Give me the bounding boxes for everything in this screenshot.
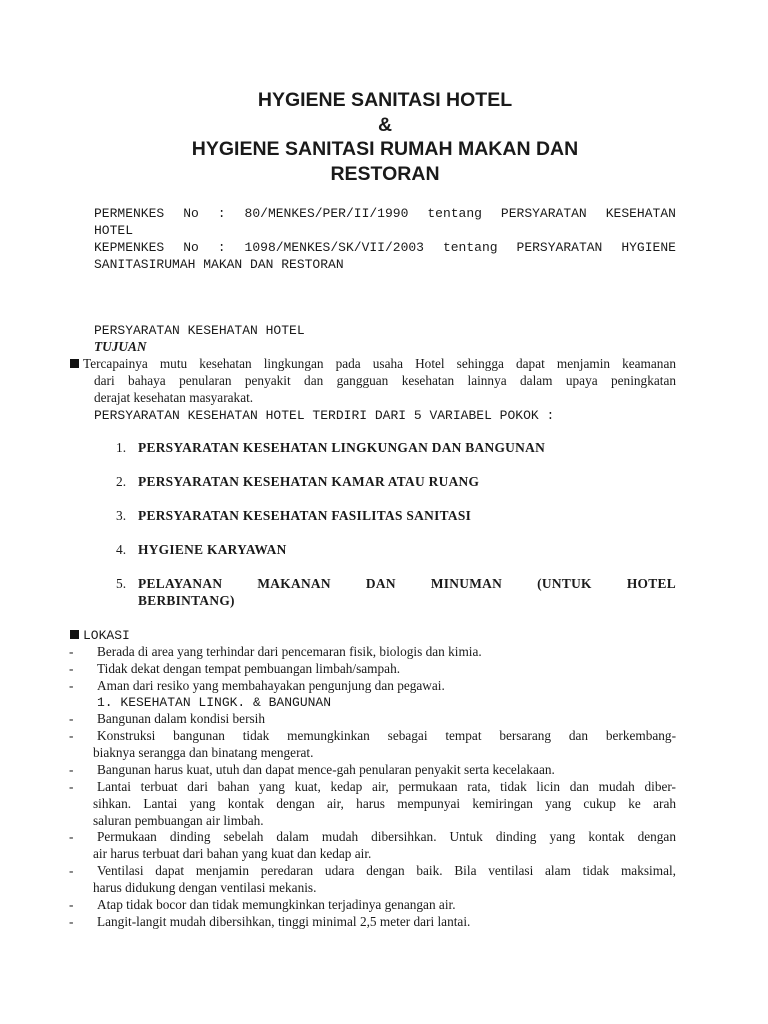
- variable-item: [116, 576, 676, 610]
- kesehatan-item-text: [93, 728, 676, 762]
- word: HYGIENE: [621, 240, 676, 255]
- title-line: HYGIENE SANITASI RUMAH MAKAN DAN: [191, 138, 579, 161]
- square-bullet-icon: [70, 630, 79, 639]
- regulation-permenkes: [94, 205, 676, 239]
- variable-number: 2.: [116, 474, 127, 489]
- item-line: biaknya serangga dan binatang mengerat.: [93, 744, 314, 760]
- kesehatan-item-text: [93, 914, 676, 931]
- word: PERSYARATAN: [516, 240, 603, 255]
- kesehatan-item-text: [93, 863, 676, 897]
- section-heading: PERSYARATAN KESEHATAN HOTEL: [94, 323, 305, 338]
- lokasi-item-text: Berada di area yang terhindar dari pencemaran fisik, biologis dan kimia.: [97, 644, 482, 659]
- dash-bullet: -: [69, 678, 74, 693]
- variable-text-line: [138, 576, 676, 593]
- word: :: [217, 240, 226, 255]
- goal-line: dari bahaya penularan penyakit dan gangguan kesehatan lainnya dalam upaya peningkatan: [94, 372, 676, 388]
- word: tentang: [442, 240, 498, 255]
- word: 1098/MENKES/SK/VII/2003: [244, 240, 424, 255]
- document-title: [94, 88, 676, 186]
- item-line: saluran pembuangan air limbah.: [93, 812, 264, 828]
- word: KESEHATAN: [605, 206, 676, 221]
- word: No: [183, 240, 199, 255]
- dash-bullet: -: [69, 779, 74, 794]
- item-line: Ventilasi dapat menjamin peredaran udara dengan baik. Bila ventilasi alam tidak maksimal,: [97, 863, 676, 878]
- dash-bullet: -: [69, 644, 74, 659]
- word: :: [217, 206, 226, 221]
- item-line: Langit-langit mudah dibersihkan, tinggi minimal 2,5 meter dari lantai.: [97, 914, 471, 929]
- lokasi-item-text: Tidak dekat dengan tempat pembuangan limbah/sampah.: [97, 661, 401, 676]
- word: No: [183, 206, 199, 221]
- tujuan-heading: TUJUAN: [94, 339, 147, 354]
- item-line: Permukaan dinding sebelah dalam mudah dibersihkan. Untuk dinding yang kontak dengan: [97, 829, 676, 844]
- lokasi-heading-text: LOKASI: [83, 628, 130, 643]
- item-line: air harus terbuat dari bahan yang kuat dan kedap air.: [93, 845, 372, 861]
- item-line: Bangunan harus kuat, utuh dan dapat mence-gah penularan penyakit serta kecelakaan.: [97, 762, 555, 777]
- word: HOTEL: [626, 576, 676, 591]
- item-line: Atap tidak bocor dan tidak memungkinkan terjadinya genangan air.: [97, 897, 456, 912]
- word: PERMENKES: [94, 206, 165, 221]
- variable-text: PERSYARATAN KESEHATAN FASILITAS SANITASI: [138, 508, 472, 523]
- word: MINUMAN: [430, 576, 503, 591]
- word: MAKANAN: [257, 576, 331, 591]
- word: tentang: [427, 206, 482, 221]
- variable-number: 4.: [116, 542, 127, 557]
- word: KEPMENKES: [94, 240, 165, 255]
- item-line: harus didukung dengan ventilasi mekanis.: [93, 879, 317, 895]
- kesehatan-item-text: [93, 711, 676, 728]
- goal-line: [70, 356, 676, 373]
- dash-bullet: -: [69, 661, 74, 676]
- kesehatan-item-text: [93, 762, 676, 779]
- item-line: Konstruksi bangunan tidak memungkinkan sebagai tempat bersarang dan berkembang-: [97, 728, 676, 743]
- kesehatan-item-text: [93, 897, 676, 914]
- regulation-line: [94, 205, 676, 222]
- title-line: HYGIENE SANITASI HOTEL: [257, 89, 513, 111]
- dash-bullet: -: [69, 914, 74, 929]
- variable-text: [138, 576, 676, 610]
- kesehatan-item-text: [93, 779, 676, 829]
- goal-text: Tercapainya mutu kesehatan lingkungan pada usaha Hotel sehingga dapat menjamin keamanan: [83, 356, 676, 371]
- kesehatan-heading: 1. KESEHATAN LINGK. & BANGUNAN: [97, 695, 332, 710]
- word: PELAYANAN: [138, 576, 223, 591]
- dash-bullet: -: [69, 762, 74, 777]
- variable-number: 1.: [116, 440, 127, 455]
- variable-text: PERSYARATAN KESEHATAN KAMAR ATAU RUANG: [138, 474, 480, 489]
- variables-intro: PERSYARATAN KESEHATAN HOTEL TERDIRI DARI 5 VARIABEL POKOK :: [94, 408, 555, 423]
- goal-line: derajat kesehatan masyarakat.: [94, 389, 254, 405]
- title-line: &: [377, 113, 393, 136]
- variable-text: PERSYARATAN KESEHATAN LINGKUNGAN DAN BANGUNAN: [138, 440, 546, 455]
- regulation-line: SANITASIRUMAH MAKAN DAN RESTORAN: [94, 257, 344, 272]
- dash-bullet: -: [69, 863, 74, 878]
- word: 80/MENKES/PER/II/1990: [244, 206, 409, 221]
- regulation-line: HOTEL: [94, 223, 134, 238]
- item-line: Bangunan dalam kondisi bersih: [97, 711, 266, 726]
- kesehatan-item-text: [93, 829, 676, 863]
- dash-bullet: -: [69, 728, 74, 743]
- item-line: sihkan. Lantai yang kontak dengan air, harus mempunyai kemiringan yang cukup ke arah: [93, 795, 676, 811]
- square-bullet-icon: [70, 359, 79, 368]
- word: PERSYARATAN: [500, 206, 587, 221]
- title-line: RESTORAN: [330, 162, 440, 185]
- variable-text: HYGIENE KARYAWAN: [138, 542, 287, 557]
- dash-bullet: -: [69, 897, 74, 912]
- lokasi-item-text: Aman dari resiko yang membahayakan pengunjung dan pegawai.: [97, 678, 445, 693]
- variable-number: 3.: [116, 508, 127, 523]
- regulation-kepmenkes: [94, 239, 676, 273]
- variable-text-line: BERBINTANG): [138, 592, 235, 608]
- dash-bullet: -: [69, 711, 74, 726]
- word: DAN: [365, 576, 396, 591]
- regulation-line: [94, 239, 676, 256]
- variable-number: 5.: [116, 576, 127, 591]
- lokasi-heading: [70, 627, 130, 644]
- dash-bullet: -: [69, 829, 74, 844]
- goal-paragraph: [70, 356, 676, 406]
- item-line: Lantai terbuat dari bahan yang kuat, kedap air, permukaan rata, tidak licin dan mudah diber-: [97, 779, 676, 794]
- word: (UNTUK: [537, 576, 592, 591]
